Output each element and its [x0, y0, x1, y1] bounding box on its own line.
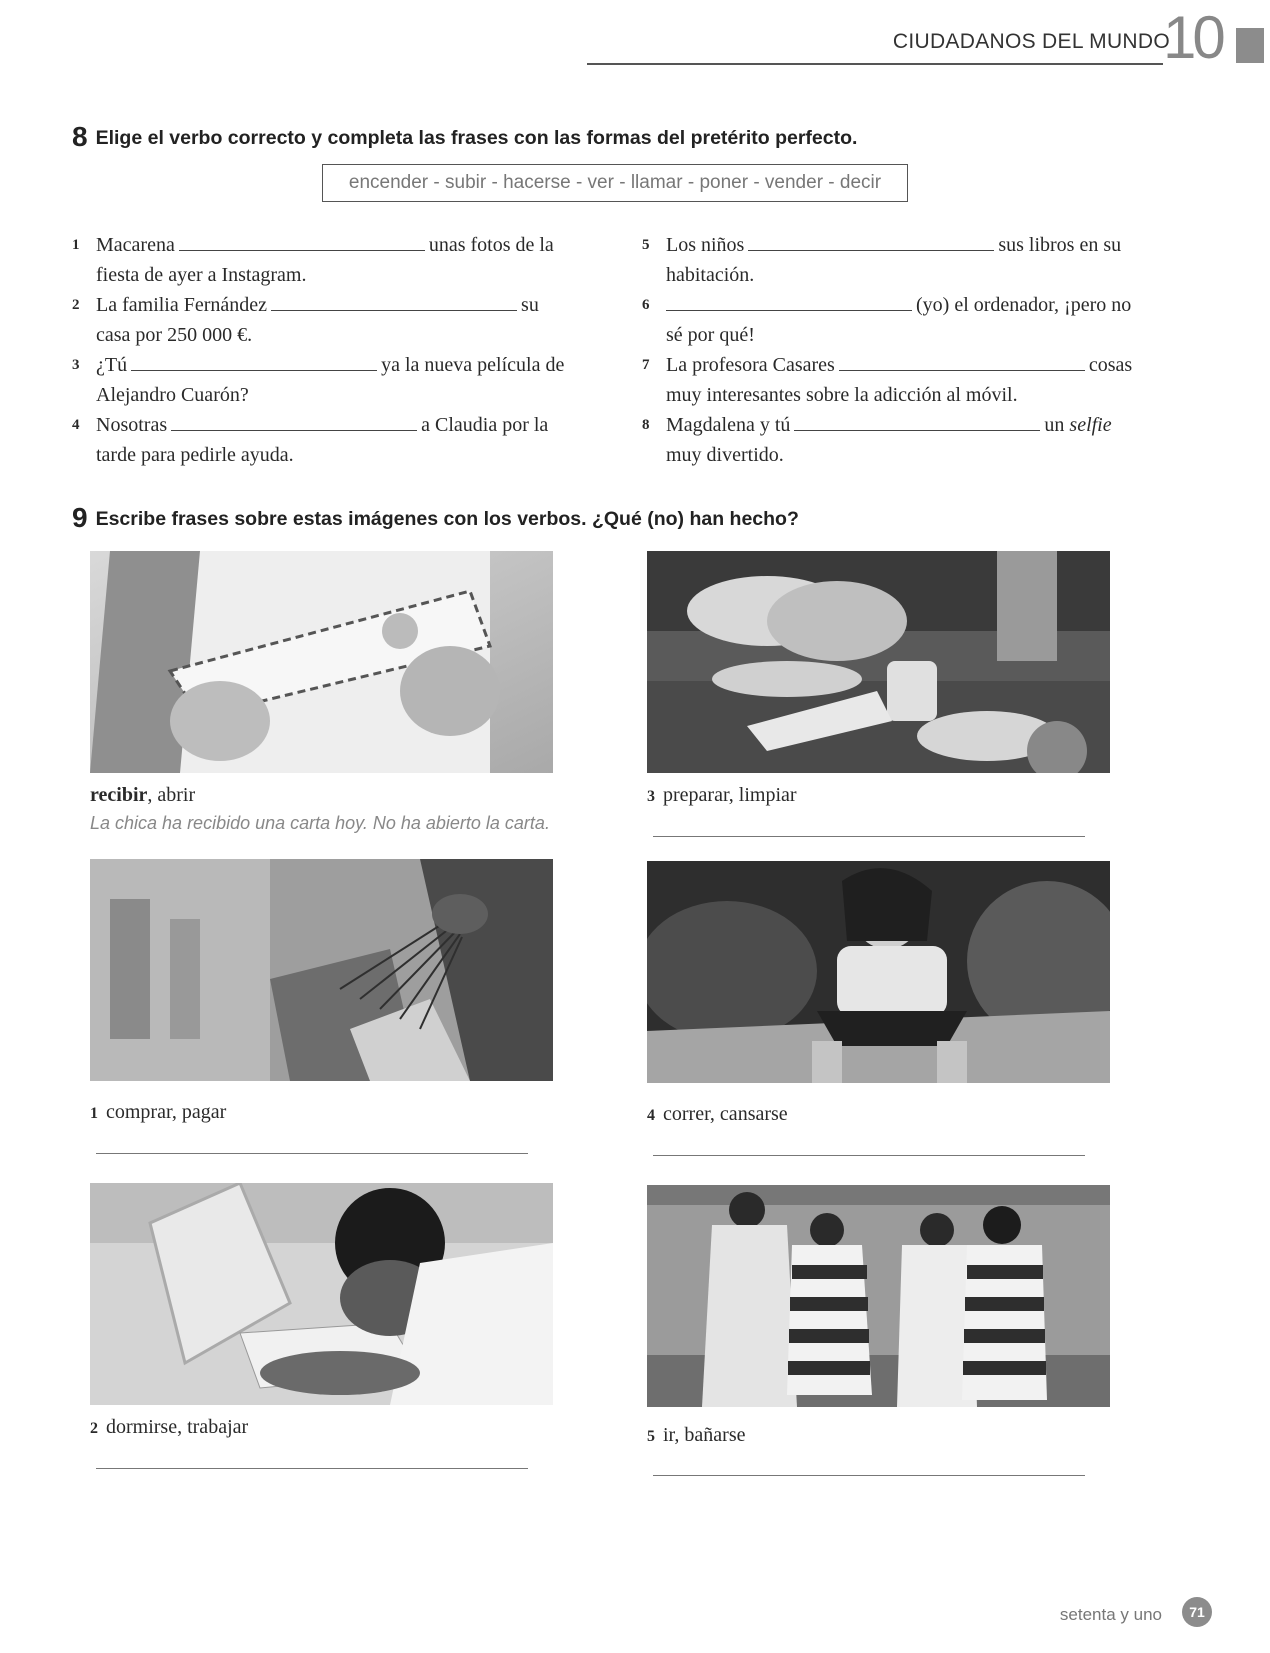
item-number: 7: [642, 357, 650, 373]
answer-blank[interactable]: [794, 412, 1040, 431]
sentence-item: [642, 230, 1142, 290]
caption-number: 1: [90, 1105, 98, 1122]
sentence-continuation: sé por qué!: [666, 324, 755, 346]
caption-text: ir, bañarse: [663, 1424, 746, 1446]
example-verb-bold: recibir: [90, 784, 148, 806]
answer-blank[interactable]: [839, 352, 1085, 371]
example-verb-rest: , abrir: [147, 784, 196, 806]
caption-text: correr, cansarse: [663, 1103, 788, 1125]
answer-line-1[interactable]: [96, 1153, 528, 1154]
exercise-instruction: Elige el verbo correcto y completa las frases con las formas del pretérito perfecto.: [95, 127, 858, 149]
sentence-item: [642, 350, 1142, 410]
sentence-continuation: muy divertido.: [666, 444, 784, 466]
answer-blank[interactable]: [171, 412, 417, 431]
answer-blank[interactable]: [271, 292, 517, 311]
answer-blank[interactable]: [748, 232, 994, 251]
sentence-item: [72, 350, 572, 410]
unit-tab: [1236, 28, 1264, 63]
caption-1: [90, 1101, 226, 1124]
header-rule: [587, 63, 1163, 65]
kids-towels-photo: [647, 1185, 1110, 1407]
chapter-title: CIUDADANOS DEL MUNDO: [892, 30, 1170, 53]
sentence-continuation: Alejandro Cuarón?: [96, 384, 249, 406]
sentence-item: [642, 410, 1142, 470]
unit-number: 10: [1163, 4, 1222, 71]
sentence-end: unas fotos de la: [428, 234, 554, 256]
sentence-start: La familia Fernández: [96, 294, 268, 316]
caption-2: [90, 1416, 248, 1439]
answer-line-4[interactable]: [653, 1155, 1085, 1156]
caption-number: 2: [90, 1420, 98, 1437]
answer-line-2[interactable]: [96, 1468, 528, 1469]
answer-line-3[interactable]: [653, 836, 1085, 837]
sentences-right: [642, 230, 1142, 470]
sentence-item: [72, 290, 572, 350]
dirty-kitchen-photo: [647, 551, 1110, 773]
sentence-end-italic: selfie: [1069, 414, 1112, 436]
caption-5: [647, 1424, 746, 1447]
item-number: 1: [72, 237, 80, 253]
caption-3: [647, 784, 797, 807]
shopping-bags-photo: [90, 859, 553, 1081]
exercise-number: 9: [72, 502, 88, 533]
exercise-8-heading: [72, 121, 857, 153]
sentence-continuation: habitación.: [666, 264, 755, 286]
sentence-start: Nosotras: [96, 414, 168, 436]
sentence-end: a Claudia por la: [421, 414, 549, 436]
example-answer: La chica ha recibido una carta hoy. No ha abierto la carta.: [90, 813, 550, 833]
caption-number: 3: [647, 788, 655, 805]
sentence-start: ¿Tú: [96, 354, 128, 376]
sentence-end: su: [521, 294, 539, 316]
page-number-words: setenta y uno: [1059, 1605, 1162, 1624]
item-number: 4: [72, 417, 80, 433]
sentence-end: un: [1044, 414, 1065, 436]
answer-blank[interactable]: [179, 232, 425, 251]
sentence-continuation: tarde para pedirle ayuda.: [96, 444, 294, 466]
sentence-end: sus libros en su: [998, 234, 1122, 256]
sentence-item: [642, 290, 1142, 350]
sentence-continuation: muy interesantes sobre la adicción al móvil.: [666, 384, 1018, 406]
item-number: 8: [642, 417, 650, 433]
item-number: 5: [642, 237, 650, 253]
caption-text: preparar, limpiar: [663, 784, 797, 806]
item-number: 3: [72, 357, 80, 373]
exercise-number: 8: [72, 121, 88, 152]
answer-blank[interactable]: [131, 352, 377, 371]
word-bank: encender - subir - hacerse - ver - llamar - poner - vender - decir: [322, 164, 908, 202]
caption-number: 5: [647, 1428, 655, 1445]
item-number: 6: [642, 297, 650, 313]
page-number-badge: 71: [1182, 1597, 1212, 1627]
caption-4: [647, 1103, 788, 1126]
sentence-end: ya la nueva película de: [381, 354, 565, 376]
example-caption: [90, 784, 195, 807]
exercise-instruction: Escribe frases sobre estas imágenes con los verbos. ¿Qué (no) han hecho?: [95, 508, 799, 530]
sentence-continuation: casa por 250 000 €.: [96, 324, 253, 346]
sentence-start: La profesora Casares: [666, 354, 835, 376]
answer-line-5[interactable]: [653, 1475, 1085, 1476]
caption-text: dormirse, trabajar: [106, 1416, 249, 1438]
sleeping-man-photo: [90, 1183, 553, 1405]
exercise-9-heading: [72, 502, 799, 534]
sentence-end: (yo) el ordenador, ¡pero no: [916, 294, 1132, 316]
sentence-end: cosas: [1088, 354, 1133, 376]
caption-text: comprar, pagar: [106, 1101, 227, 1123]
caption-number: 4: [647, 1107, 655, 1124]
sentence-start: Macarena: [96, 234, 175, 256]
answer-blank[interactable]: [666, 292, 912, 311]
sentence-item: [72, 230, 572, 290]
item-number: 2: [72, 297, 80, 313]
tired-runner-photo: [647, 861, 1110, 1083]
sentence-item: [72, 410, 572, 470]
sentence-start: Magdalena y tú: [666, 414, 791, 436]
sentence-continuation: fiesta de ayer a Instagram.: [96, 264, 307, 286]
letter-photo: [90, 551, 553, 773]
sentence-start: Los niños: [666, 234, 745, 256]
sentences-left: [72, 230, 572, 470]
